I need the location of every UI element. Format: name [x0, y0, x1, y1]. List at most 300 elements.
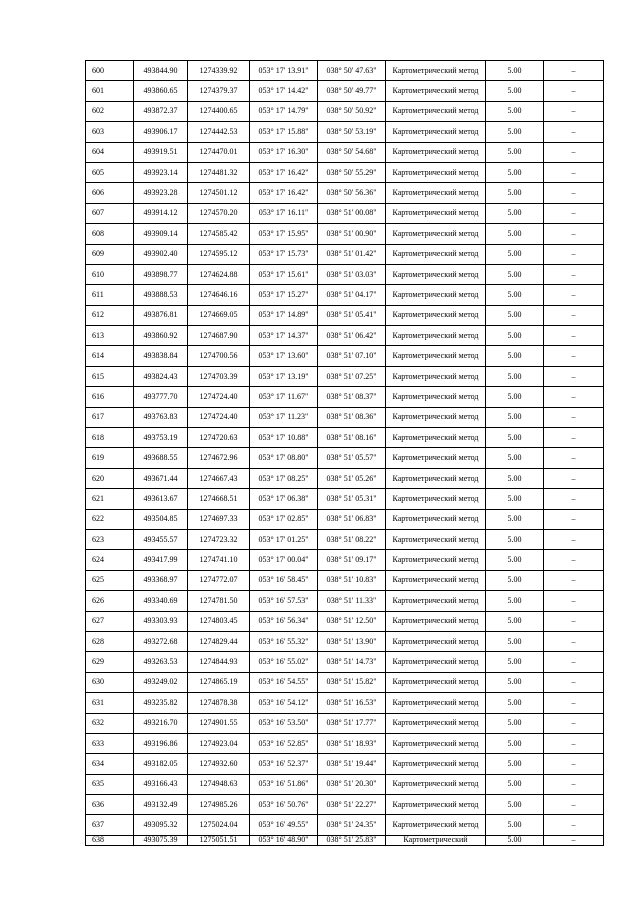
note-cell: – [544, 631, 604, 651]
table-row [86, 61, 604, 81]
longitude-cell: 038° 51' 12.50" [318, 611, 386, 631]
accuracy-cell: 5.00 [486, 835, 544, 845]
table-row [86, 264, 604, 284]
note-cell: – [544, 407, 604, 427]
longitude-cell: 038° 51' 09.17" [318, 550, 386, 570]
y-coordinate-cell: 1274501.12 [188, 183, 250, 203]
latitude-cell: 053° 17' 10.88" [250, 428, 318, 448]
y-coordinate-cell: 1274723.32 [188, 529, 250, 549]
point-number-cell: 603 [86, 122, 134, 142]
y-coordinate-cell: 1274687.90 [188, 326, 250, 346]
note-cell: – [544, 387, 604, 407]
method-cell: Картометрический метод [386, 774, 486, 794]
latitude-cell: 053° 16' 54.55" [250, 672, 318, 692]
y-coordinate-cell: 1274481.32 [188, 162, 250, 182]
note-cell: – [544, 529, 604, 549]
y-coordinate-cell: 1274668.51 [188, 489, 250, 509]
longitude-cell: 038° 51' 08.22" [318, 529, 386, 549]
point-number-cell: 631 [86, 693, 134, 713]
y-coordinate-cell: 1274700.56 [188, 346, 250, 366]
y-coordinate-cell: 1274829.44 [188, 631, 250, 651]
longitude-cell: 038° 51' 25.83" [318, 835, 386, 845]
accuracy-cell: 5.00 [486, 693, 544, 713]
note-cell: – [544, 693, 604, 713]
table-row [86, 326, 604, 346]
point-number-cell: 614 [86, 346, 134, 366]
method-cell: Картометрический метод [386, 591, 486, 611]
table-row [86, 224, 604, 244]
latitude-cell: 053° 17' 11.67" [250, 387, 318, 407]
y-coordinate-cell: 1274948.63 [188, 774, 250, 794]
y-coordinate-cell: 1274985.26 [188, 795, 250, 815]
table-row [86, 142, 604, 162]
x-coordinate-cell: 493263.53 [134, 652, 188, 672]
y-coordinate-cell: 1274470.01 [188, 142, 250, 162]
note-cell: – [544, 550, 604, 570]
x-coordinate-cell: 493504.85 [134, 509, 188, 529]
accuracy-cell: 5.00 [486, 550, 544, 570]
method-cell: Картометрический метод [386, 264, 486, 284]
method-cell: Картометрический метод [386, 468, 486, 488]
point-number-cell: 600 [86, 61, 134, 81]
note-cell: – [544, 774, 604, 794]
table-row [86, 733, 604, 753]
y-coordinate-cell: 1274442.53 [188, 122, 250, 142]
point-number-cell: 615 [86, 366, 134, 386]
table-row [86, 81, 604, 101]
note-cell: – [544, 162, 604, 182]
longitude-cell: 038° 50' 53.19" [318, 122, 386, 142]
accuracy-cell: 5.00 [486, 713, 544, 733]
point-number-cell: 612 [86, 305, 134, 325]
point-number-cell: 609 [86, 244, 134, 264]
y-coordinate-cell: 1274697.33 [188, 509, 250, 529]
accuracy-cell: 5.00 [486, 652, 544, 672]
note-cell: – [544, 591, 604, 611]
x-coordinate-cell: 493919.51 [134, 142, 188, 162]
point-number-cell: 618 [86, 428, 134, 448]
latitude-cell: 053° 17' 11.23" [250, 407, 318, 427]
latitude-cell: 053° 16' 58.45" [250, 570, 318, 590]
method-cell: Картометрический метод [386, 61, 486, 81]
x-coordinate-cell: 493844.90 [134, 61, 188, 81]
method-cell: Картометрический метод [386, 733, 486, 753]
table-row [86, 835, 604, 845]
method-cell: Картометрический метод [386, 693, 486, 713]
x-coordinate-cell: 493763.83 [134, 407, 188, 427]
longitude-cell: 038° 51' 08.36" [318, 407, 386, 427]
x-coordinate-cell: 493196.86 [134, 733, 188, 753]
x-coordinate-cell: 493838.84 [134, 346, 188, 366]
method-cell: Картометрический метод [386, 795, 486, 815]
note-cell: – [544, 835, 604, 845]
note-cell: – [544, 326, 604, 346]
accuracy-cell: 5.00 [486, 468, 544, 488]
table-row [86, 285, 604, 305]
method-cell: Картометрический метод [386, 326, 486, 346]
latitude-cell: 053° 17' 02.85" [250, 509, 318, 529]
longitude-cell: 038° 51' 07.10" [318, 346, 386, 366]
x-coordinate-cell: 493923.14 [134, 162, 188, 182]
method-cell: Картометрический метод [386, 448, 486, 468]
accuracy-cell: 5.00 [486, 815, 544, 835]
x-coordinate-cell: 493182.05 [134, 754, 188, 774]
longitude-cell: 038° 51' 06.42" [318, 326, 386, 346]
x-coordinate-cell: 493249.02 [134, 672, 188, 692]
method-cell: Картометрический [386, 835, 486, 845]
longitude-cell: 038° 51' 24.35" [318, 815, 386, 835]
longitude-cell: 038° 50' 49.77" [318, 81, 386, 101]
table-row [86, 611, 604, 631]
latitude-cell: 053° 17' 00.04" [250, 550, 318, 570]
x-coordinate-cell: 493923.28 [134, 183, 188, 203]
accuracy-cell: 5.00 [486, 387, 544, 407]
latitude-cell: 053° 16' 57.53" [250, 591, 318, 611]
point-number-cell: 604 [86, 142, 134, 162]
method-cell: Картометрический метод [386, 509, 486, 529]
note-cell: – [544, 672, 604, 692]
point-number-cell: 623 [86, 529, 134, 549]
method-cell: Картометрический метод [386, 224, 486, 244]
latitude-cell: 053° 16' 56.34" [250, 611, 318, 631]
longitude-cell: 038° 51' 10.83" [318, 570, 386, 590]
note-cell: – [544, 428, 604, 448]
accuracy-cell: 5.00 [486, 591, 544, 611]
point-number-cell: 628 [86, 631, 134, 651]
longitude-cell: 038° 50' 56.36" [318, 183, 386, 203]
y-coordinate-cell: 1274646.16 [188, 285, 250, 305]
accuracy-cell: 5.00 [486, 305, 544, 325]
accuracy-cell: 5.00 [486, 122, 544, 142]
x-coordinate-cell: 493898.77 [134, 264, 188, 284]
table-row [86, 815, 604, 835]
table-row [86, 183, 604, 203]
method-cell: Картометрический метод [386, 815, 486, 835]
table-row [86, 203, 604, 223]
latitude-cell: 053° 17' 08.80" [250, 448, 318, 468]
point-number-cell: 626 [86, 591, 134, 611]
latitude-cell: 053° 17' 15.27" [250, 285, 318, 305]
method-cell: Картометрический метод [386, 529, 486, 549]
y-coordinate-cell: 1274932.60 [188, 754, 250, 774]
x-coordinate-cell: 493688.55 [134, 448, 188, 468]
method-cell: Картометрический метод [386, 713, 486, 733]
latitude-cell: 053° 17' 16.11" [250, 203, 318, 223]
note-cell: – [544, 305, 604, 325]
latitude-cell: 053° 17' 16.42" [250, 183, 318, 203]
x-coordinate-cell: 493340.69 [134, 591, 188, 611]
note-cell: – [544, 244, 604, 264]
note-cell: – [544, 448, 604, 468]
table-row [86, 509, 604, 529]
latitude-cell: 053° 17' 01.25" [250, 529, 318, 549]
accuracy-cell: 5.00 [486, 611, 544, 631]
point-number-cell: 619 [86, 448, 134, 468]
table-row [86, 448, 604, 468]
x-coordinate-cell: 493888.53 [134, 285, 188, 305]
point-number-cell: 633 [86, 733, 134, 753]
table-row [86, 346, 604, 366]
y-coordinate-cell: 1274878.38 [188, 693, 250, 713]
note-cell: – [544, 570, 604, 590]
longitude-cell: 038° 51' 14.73" [318, 652, 386, 672]
accuracy-cell: 5.00 [486, 326, 544, 346]
longitude-cell: 038° 51' 05.41" [318, 305, 386, 325]
note-cell: – [544, 652, 604, 672]
y-coordinate-cell: 1275051.51 [188, 835, 250, 845]
table-row [86, 652, 604, 672]
accuracy-cell: 5.00 [486, 570, 544, 590]
y-coordinate-cell: 1274772.07 [188, 570, 250, 590]
table-row [86, 795, 604, 815]
longitude-cell: 038° 51' 20.30" [318, 774, 386, 794]
method-cell: Картометрический метод [386, 346, 486, 366]
accuracy-cell: 5.00 [486, 81, 544, 101]
longitude-cell: 038° 51' 00.90" [318, 224, 386, 244]
table-row [86, 428, 604, 448]
longitude-cell: 038° 51' 05.57" [318, 448, 386, 468]
longitude-cell: 038° 51' 05.26" [318, 468, 386, 488]
latitude-cell: 053° 16' 55.32" [250, 631, 318, 651]
longitude-cell: 038° 50' 54.68" [318, 142, 386, 162]
accuracy-cell: 5.00 [486, 142, 544, 162]
table-row [86, 244, 604, 264]
latitude-cell: 053° 17' 08.25" [250, 468, 318, 488]
accuracy-cell: 5.00 [486, 203, 544, 223]
latitude-cell: 053° 16' 50.76" [250, 795, 318, 815]
table-row [86, 631, 604, 651]
accuracy-cell: 5.00 [486, 162, 544, 182]
latitude-cell: 053° 17' 13.91" [250, 61, 318, 81]
accuracy-cell: 5.00 [486, 61, 544, 81]
y-coordinate-cell: 1274741.10 [188, 550, 250, 570]
x-coordinate-cell: 493860.65 [134, 81, 188, 101]
point-number-cell: 610 [86, 264, 134, 284]
x-coordinate-cell: 493075.39 [134, 835, 188, 845]
latitude-cell: 053° 16' 54.12" [250, 693, 318, 713]
method-cell: Картометрический метод [386, 244, 486, 264]
y-coordinate-cell: 1274595.12 [188, 244, 250, 264]
accuracy-cell: 5.00 [486, 101, 544, 121]
table-row [86, 101, 604, 121]
latitude-cell: 053° 16' 53.50" [250, 713, 318, 733]
note-cell: – [544, 101, 604, 121]
note-cell: – [544, 366, 604, 386]
point-number-cell: 624 [86, 550, 134, 570]
longitude-cell: 038° 51' 17.77" [318, 713, 386, 733]
latitude-cell: 053° 17' 15.73" [250, 244, 318, 264]
x-coordinate-cell: 493860.92 [134, 326, 188, 346]
y-coordinate-cell: 1274585.42 [188, 224, 250, 244]
method-cell: Картометрический метод [386, 387, 486, 407]
latitude-cell: 053° 17' 14.79" [250, 101, 318, 121]
table-row [86, 550, 604, 570]
x-coordinate-cell: 493166.43 [134, 774, 188, 794]
latitude-cell: 053° 16' 52.85" [250, 733, 318, 753]
method-cell: Картометрический метод [386, 81, 486, 101]
point-number-cell: 629 [86, 652, 134, 672]
table-body [86, 61, 604, 846]
latitude-cell: 053° 16' 55.02" [250, 652, 318, 672]
y-coordinate-cell: 1274724.40 [188, 387, 250, 407]
longitude-cell: 038° 51' 16.53" [318, 693, 386, 713]
x-coordinate-cell: 493455.57 [134, 529, 188, 549]
note-cell: – [544, 142, 604, 162]
latitude-cell: 053° 16' 49.55" [250, 815, 318, 835]
y-coordinate-cell: 1274570.20 [188, 203, 250, 223]
longitude-cell: 038° 51' 08.37" [318, 387, 386, 407]
method-cell: Картометрический метод [386, 122, 486, 142]
latitude-cell: 053° 17' 14.89" [250, 305, 318, 325]
table-row [86, 489, 604, 509]
latitude-cell: 053° 17' 15.95" [250, 224, 318, 244]
point-number-cell: 634 [86, 754, 134, 774]
x-coordinate-cell: 493753.19 [134, 428, 188, 448]
table-row [86, 387, 604, 407]
x-coordinate-cell: 493132.49 [134, 795, 188, 815]
method-cell: Картометрический метод [386, 672, 486, 692]
point-number-cell: 613 [86, 326, 134, 346]
x-coordinate-cell: 493902.40 [134, 244, 188, 264]
point-number-cell: 621 [86, 489, 134, 509]
x-coordinate-cell: 493235.82 [134, 693, 188, 713]
y-coordinate-cell: 1274901.55 [188, 713, 250, 733]
point-number-cell: 602 [86, 101, 134, 121]
x-coordinate-cell: 493671.44 [134, 468, 188, 488]
y-coordinate-cell: 1274672.96 [188, 448, 250, 468]
note-cell: – [544, 346, 604, 366]
table-row [86, 162, 604, 182]
note-cell: – [544, 81, 604, 101]
point-number-cell: 630 [86, 672, 134, 692]
x-coordinate-cell: 493909.14 [134, 224, 188, 244]
longitude-cell: 038° 51' 15.82" [318, 672, 386, 692]
y-coordinate-cell: 1274844.93 [188, 652, 250, 672]
latitude-cell: 053° 17' 13.60" [250, 346, 318, 366]
method-cell: Картометрический метод [386, 203, 486, 223]
accuracy-cell: 5.00 [486, 754, 544, 774]
longitude-cell: 038° 51' 11.33" [318, 591, 386, 611]
x-coordinate-cell: 493824.43 [134, 366, 188, 386]
y-coordinate-cell: 1274669.05 [188, 305, 250, 325]
accuracy-cell: 5.00 [486, 346, 544, 366]
point-number-cell: 601 [86, 81, 134, 101]
note-cell: – [544, 489, 604, 509]
longitude-cell: 038° 50' 50.92" [318, 101, 386, 121]
method-cell: Картометрический метод [386, 183, 486, 203]
latitude-cell: 053° 17' 15.61" [250, 264, 318, 284]
accuracy-cell: 5.00 [486, 285, 544, 305]
table-row [86, 774, 604, 794]
note-cell: – [544, 264, 604, 284]
accuracy-cell: 5.00 [486, 366, 544, 386]
point-number-cell: 638 [86, 835, 134, 845]
note-cell: – [544, 468, 604, 488]
accuracy-cell: 5.00 [486, 244, 544, 264]
longitude-cell: 038° 50' 47.63" [318, 61, 386, 81]
method-cell: Картометрический метод [386, 142, 486, 162]
note-cell: – [544, 815, 604, 835]
accuracy-cell: 5.00 [486, 795, 544, 815]
point-number-cell: 625 [86, 570, 134, 590]
method-cell: Картометрический метод [386, 754, 486, 774]
table-row [86, 693, 604, 713]
method-cell: Картометрический метод [386, 285, 486, 305]
point-number-cell: 611 [86, 285, 134, 305]
table-row [86, 570, 604, 590]
table-row [86, 305, 604, 325]
point-number-cell: 637 [86, 815, 134, 835]
coordinates-table [85, 60, 604, 846]
latitude-cell: 053° 17' 14.42" [250, 81, 318, 101]
note-cell: – [544, 122, 604, 142]
note-cell: – [544, 733, 604, 753]
point-number-cell: 616 [86, 387, 134, 407]
accuracy-cell: 5.00 [486, 529, 544, 549]
x-coordinate-cell: 493417.99 [134, 550, 188, 570]
y-coordinate-cell: 1274724.40 [188, 407, 250, 427]
accuracy-cell: 5.00 [486, 407, 544, 427]
note-cell: – [544, 795, 604, 815]
point-number-cell: 620 [86, 468, 134, 488]
note-cell: – [544, 61, 604, 81]
latitude-cell: 053° 17' 16.30" [250, 142, 318, 162]
latitude-cell: 053° 17' 16.42" [250, 162, 318, 182]
latitude-cell: 053° 16' 51.86" [250, 774, 318, 794]
x-coordinate-cell: 493914.12 [134, 203, 188, 223]
accuracy-cell: 5.00 [486, 428, 544, 448]
method-cell: Картометрический метод [386, 550, 486, 570]
note-cell: – [544, 203, 604, 223]
accuracy-cell: 5.00 [486, 448, 544, 468]
longitude-cell: 038° 51' 07.25" [318, 366, 386, 386]
method-cell: Картометрический метод [386, 101, 486, 121]
table-row [86, 407, 604, 427]
method-cell: Картометрический метод [386, 652, 486, 672]
y-coordinate-cell: 1274379.37 [188, 81, 250, 101]
latitude-cell: 053° 17' 15.88" [250, 122, 318, 142]
point-number-cell: 617 [86, 407, 134, 427]
y-coordinate-cell: 1274803.45 [188, 611, 250, 631]
longitude-cell: 038° 51' 22.27" [318, 795, 386, 815]
note-cell: – [544, 611, 604, 631]
method-cell: Картометрический метод [386, 631, 486, 651]
method-cell: Картометрический метод [386, 162, 486, 182]
table-row [86, 468, 604, 488]
table-row [86, 672, 604, 692]
method-cell: Картометрический метод [386, 611, 486, 631]
x-coordinate-cell: 493613.67 [134, 489, 188, 509]
table-row [86, 529, 604, 549]
table-row [86, 754, 604, 774]
x-coordinate-cell: 493303.93 [134, 611, 188, 631]
table-row [86, 366, 604, 386]
latitude-cell: 053° 16' 52.37" [250, 754, 318, 774]
point-number-cell: 632 [86, 713, 134, 733]
latitude-cell: 053° 17' 06.38" [250, 489, 318, 509]
x-coordinate-cell: 493368.97 [134, 570, 188, 590]
note-cell: – [544, 285, 604, 305]
y-coordinate-cell: 1274923.04 [188, 733, 250, 753]
point-number-cell: 605 [86, 162, 134, 182]
accuracy-cell: 5.00 [486, 509, 544, 529]
longitude-cell: 038° 51' 18.93" [318, 733, 386, 753]
method-cell: Картометрический метод [386, 407, 486, 427]
method-cell: Картометрический метод [386, 489, 486, 509]
method-cell: Картометрический метод [386, 428, 486, 448]
accuracy-cell: 5.00 [486, 489, 544, 509]
longitude-cell: 038° 51' 04.17" [318, 285, 386, 305]
